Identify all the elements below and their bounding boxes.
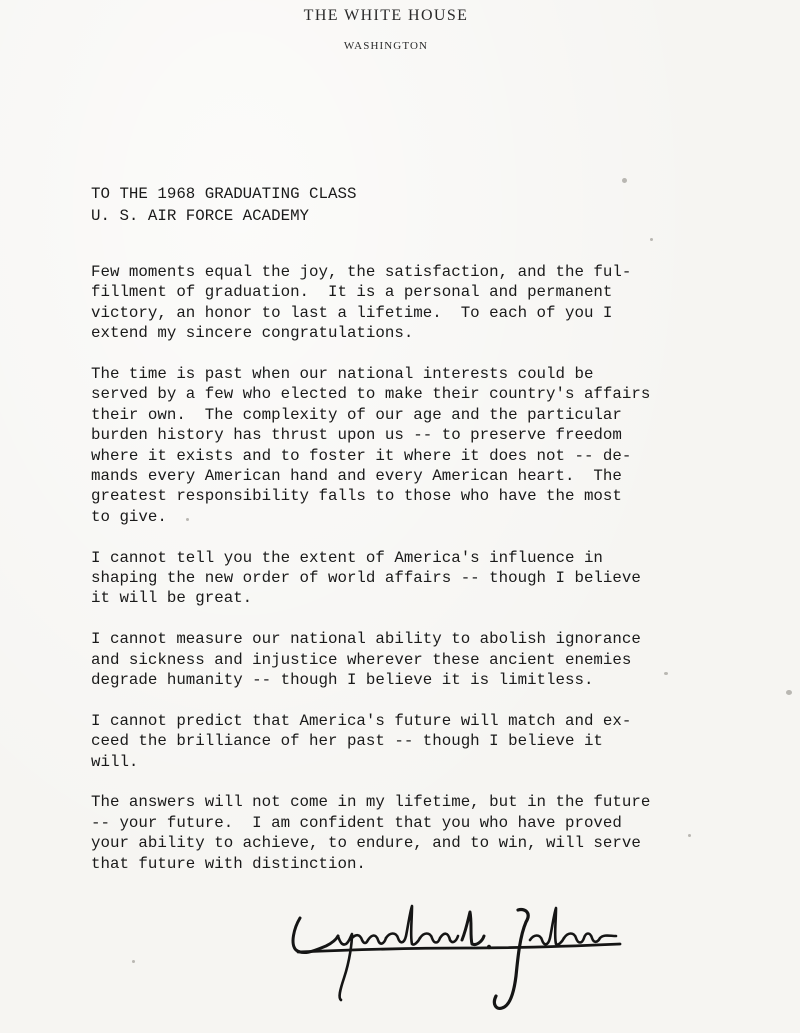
paragraph-line: The time is past when our national interests could be (91, 365, 594, 384)
paragraph-line: shaping the new order of world affairs -- though I believe (91, 569, 641, 588)
paragraph-line: Few moments equal the joy, the satisfaction, and the ful- (91, 263, 632, 281)
paragraph-line: their own. The complexity of our age and the particular (91, 405, 622, 424)
body-paragraph (91, 792, 711, 874)
paragraph-line: I cannot tell you the extent of America's influence in (91, 548, 603, 567)
paragraph-line: The answers will not come in my lifetime, but in the future (91, 793, 651, 812)
paragraph-line: mands every American hand and every American heart. The (91, 467, 622, 486)
paragraph-line: where it exists and to foster it where it does not -- de- (91, 446, 632, 465)
paragraph-line: ceed the brilliance of her past -- though I believe it (91, 732, 603, 751)
paragraph-line: your ability to achieve, to endure, and to win, will serve (91, 834, 641, 853)
signature (286, 900, 626, 1015)
paragraph-line: to give. (91, 507, 167, 526)
paragraph-line: that future with distinction. (91, 854, 366, 873)
paragraph-line: I cannot predict that America's future will match and ex- (91, 711, 632, 730)
paragraph-line: I cannot measure our national ability to abolish ignorance (91, 630, 641, 649)
letterhead-title: THE WHITE HOUSE (303, 7, 469, 24)
paragraph-line: fillment of graduation. It is a personal and permanent (91, 283, 613, 302)
addressee-line-2: U. S. AIR FORCE ACADEMY (91, 207, 310, 225)
paragraph-line: extend my sincere congratulations. (91, 324, 414, 343)
paragraph-line: greatest responsibility falls to those who have the most (91, 487, 622, 506)
paragraph-line: burden history has thrust upon us -- to preserve freedom (91, 426, 622, 445)
letterhead-subtitle: WASHINGTON (343, 40, 429, 52)
paragraph-line: -- your future. I am confident that you who have proved (91, 813, 622, 832)
addressee-line-1: TO THE 1968 GRADUATING CLASS (91, 185, 357, 203)
addressee-block (91, 183, 356, 227)
body-paragraph (91, 364, 711, 527)
paragraph-line: degrade humanity -- though I believe it is limitless. (91, 671, 594, 690)
paragraph-line: served by a few who elected to make their country's affairs (91, 385, 651, 404)
paragraph-line: and sickness and injustice wherever these ancient enemies (91, 650, 632, 669)
paragraph-line: will. (91, 752, 139, 771)
letter-body (91, 262, 711, 895)
body-paragraph (91, 711, 711, 772)
paragraph-line: victory, an honor to last a lifetime. To each of you I (91, 303, 613, 322)
paragraph-line: it will be great. (91, 589, 253, 608)
body-paragraph (91, 262, 711, 344)
body-paragraph (91, 629, 711, 690)
body-paragraph (91, 548, 711, 609)
